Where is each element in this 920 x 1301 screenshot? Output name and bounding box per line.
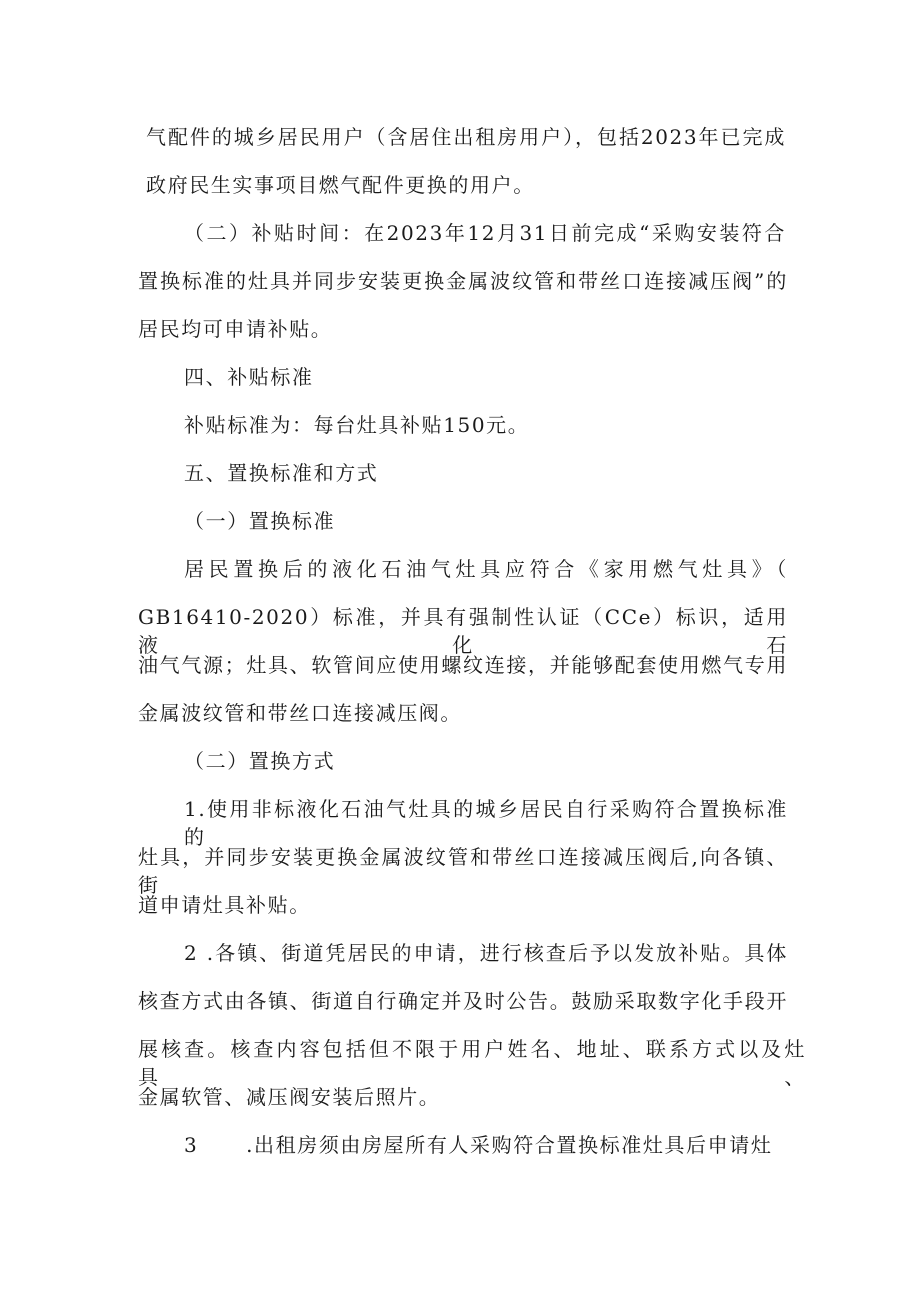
paragraph-line: 核查方式由各镇、街道自行确定并及时公告。鼓励采取数字化手段开 bbox=[138, 989, 788, 1013]
paragraph-line: 1.使用非标液化石油气灶具的城乡居民自行采购符合置换标准的 bbox=[184, 797, 788, 849]
paragraph-line: 气配件的城乡居民用户（含居住出租房用户），包括2023年已完成 bbox=[146, 125, 786, 149]
paragraph-line: （二）补贴时间：在2023年12月31日前完成“采购安装符合 bbox=[184, 221, 786, 245]
paragraph-line: 油气气源；灶具、软管间应使用螺纹连接，并能够配套使用燃气专用 bbox=[138, 653, 788, 677]
paragraph-line: 展核查。核查内容包括但不限于用户姓名、地址、联系方式以及灶具、 bbox=[138, 1037, 806, 1089]
paragraph-line: 3 .出租房须由房屋所有人采购符合置换标准灶具后申请灶 bbox=[184, 1133, 773, 1157]
paragraph-line: 灶具，并同步安装更换金属波纹管和带丝口连接减压阀后,向各镇、街 bbox=[138, 845, 788, 897]
paragraph-line: 居民均可申请补贴。 bbox=[138, 317, 333, 341]
paragraph-line: GB16410-2020）标准，并具有强制性认证（CCe）标识，适用液化石 bbox=[138, 605, 788, 657]
paragraph-line: 补贴标准为：每台灶具补贴150元。 bbox=[184, 413, 530, 437]
section-heading: 四、补贴标准 bbox=[184, 365, 314, 389]
section-heading: 五、置换标准和方式 bbox=[184, 461, 379, 485]
paragraph-line: 2 .各镇、街道凭居民的申请，进行核查后予以发放补贴。具体 bbox=[184, 941, 788, 965]
paragraph-line: 置换标准的灶具并同步安装更换金属波纹管和带丝口连接减压阀”的 bbox=[138, 269, 788, 293]
paragraph-line: 居民置换后的液化石油气灶具应符合《家用燃气灶具》（ bbox=[184, 557, 788, 581]
paragraph-line: 道申请灶具补贴。 bbox=[138, 893, 311, 917]
paragraph-line: 政府民生实事项目燃气配件更换的用户。 bbox=[146, 173, 535, 197]
paragraph-line: 金属软管、减压阀安装后照片。 bbox=[138, 1085, 441, 1109]
subsection-heading: （一）置换标准 bbox=[184, 509, 336, 533]
paragraph-line: 金属波纹管和带丝口连接减压阀。 bbox=[138, 701, 462, 725]
subsection-heading: （二）置换方式 bbox=[184, 749, 336, 773]
